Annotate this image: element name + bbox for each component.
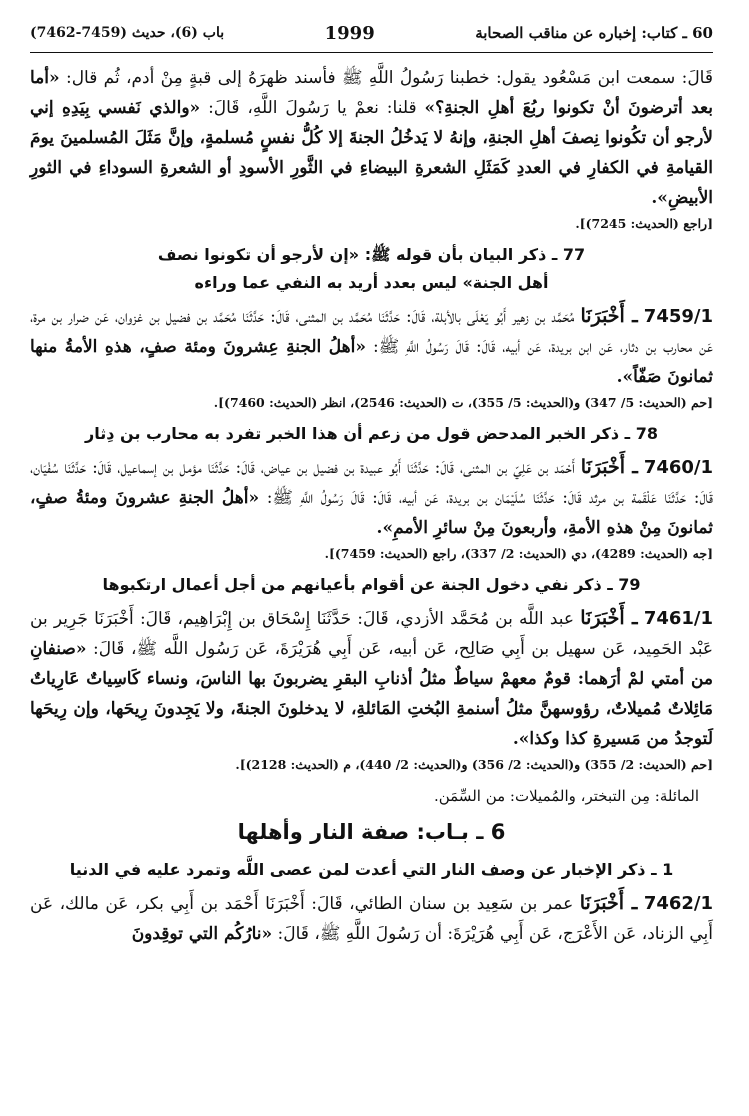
akhbarana-word: ـ أَخْبَرَنَا (580, 607, 638, 629)
prophetic-quote: «صنفانِ من أمتي لمْ أرَهما: قومٌ معهمْ سياطٌ مثلُ أذنابِ البقرِ يضربونَ بها الناسَ، ونساء كَاسِياتٌ عَارِياتٌ مَائِلاتٌ مُميلاتٌ، رؤوسهنَّ مثلُ أسنمةِ البُختِ المَائلةِ، لا يدخلونَ الجنةَ، ولا يَجِدونَ رِيحَها، وإن رِيحَها لَتوجدُ من مَسيرةِ كذا وكذا». (30, 639, 713, 749)
page-number: 1999 (324, 22, 375, 44)
header-chapter-ref: باب (6)، حديث (7459-7462) (30, 25, 225, 41)
hadith-7460 (30, 452, 713, 543)
prophetic-quote: «والذي نَفسي بِيَدِهِ إني لأرجو أن تكُونوا نِصفَ أهلِ الجنةِ، وإنهُ لا يَدخُلُ الجنةَ إلا كُلُّ نفسٍ مُسلمةٍ، وإنَّ مَثَلَ المُسلمينَ يومَ القيامةِ في الكفارِ في العددِ كَمَثَلِ الشعرةِ البيضاءِ في الثَّورِ الأسودِ أو الشعرةِ السوداءِ في الثورِ الأبيضِ». (30, 98, 713, 208)
hadith-7461 (30, 603, 713, 754)
hadith-number: 7462/1 (643, 893, 714, 914)
section-title-line: أهل الجنة» ليس بعدد أريد به النفي عما وراءه (194, 273, 549, 292)
section-heading (30, 241, 713, 297)
running-header (30, 0, 713, 50)
hadith-text: مُحَمَّد بن زهير أَبُو يَعْلَى بالأبلة، قَالَ: حَدَّثَنَا مُحَمَّد بن المثنى، قَالَ: حَدَّثَنَا مُحَمَّد بن فضيل بن غزوان، عَن ضرار بن مرة، عَن محارب بن دثار، عَن ابن بريدة، عَن أبيه، قَالَ: قَالَ رَسُولُ اللَّهِ ﷺ: (30, 307, 714, 357)
akhbarana-word: ـ أَخْبَرَنَا (580, 305, 638, 327)
hadith-number: 7461/1 (643, 608, 714, 629)
akhbarana-word: ـ أَخْبَرَنَا (580, 456, 638, 478)
header-book-title: 60 ـ كتاب: إخباره عن مناقب الصحابة (475, 24, 713, 42)
hadith-7462 (30, 888, 713, 949)
hadith-7459 (30, 301, 713, 392)
hadith-text: عبد اللَّه بن مُحَمَّد الأزدي، قَالَ: حَدَّثَنَا إِسْحَاق بن إِبْرَاهِيم، قَالَ: أَخْبَرَنَا جَرِير بن عَبْد الحَمِيد، عَن سهيل بن أَبِي صَالِح، عَن أبيه، عَن أَبِي هُرَيْرَةَ، عَن رَسُول اللَّه ﷺ، قَالَ: (30, 609, 713, 659)
hadith-text: قَالَ: سمعت ابن مَسْعُود يقول: خطبنا رَسُولُ اللَّهِ ﷺ فأسند ظهرَهُ إلى قبةٍ مِنْ أدم، ثُم قال: (59, 68, 713, 88)
hadith-continuation (30, 63, 713, 213)
section-heading: 79 ـ ذكر نفي دخول الجنة عن أقوام بأعيانهم من أجل أعمال ارتكبوها (102, 575, 641, 594)
section-title-line: 77 ـ ذكر البيان بأن قوله ﷺ: «إن لأرجو أن تكونوا نصف (157, 245, 586, 264)
hadith-text: عمر بن سَعِيد بن سنان الطائي، قَالَ: أَخْبَرَنَا أَحْمَد بن أَبِي بكر، عَن مالك، عَن أَبِي الزناد، عَن الأَعْرَج، عَن أَبِي هُرَيْرَةَ: أن رَسُولَ اللَّهِ ﷺ، قَالَ: (30, 894, 713, 944)
prophetic-quote: «أما بعد أترضونَ أنْ تكونوا ربُعَ أهلِ الجنةِ؟» (30, 68, 713, 118)
hadith-reference: [حم (الحديث: 2/ 355) و(الحديث: 2/ 356) و(الحديث: 2/ 440)، م (الحديث: 2128)]. (235, 757, 713, 772)
prophetic-quote: «أهلُ الجنةِ عشرونَ ومئةُ صفٍ، ثمانونَ مِنْ هذهِ الأمةِ، وأربعونَ مِنْ سائرِ الأممِ». (30, 488, 713, 538)
hadith-number: 7460/1 (643, 457, 714, 478)
chapter-heading: 6 ـ بـاب: صفة النار وأهلها (237, 820, 506, 844)
explanatory-note: المائلة: مِن التبختر، والمُميلات: من السِّمَن. (433, 787, 699, 805)
section-heading: 1 ـ ذكر الإخبار عن وصف النار التي أعدت لمن عصى اللَّه وتمرد عليه في الدنيا (69, 860, 674, 879)
section-heading: 78 ـ ذكر الخبر المدحض قول من زعم أن هذا الخبر تفرد به محارب بن دِثار (85, 424, 658, 443)
hadith-reference: [حم (الحديث: 5/ 347) و(الحديث: 5/ 355)، ت (الحديث: 2546)، انظر (الحديث: 7460)]. (213, 395, 713, 410)
hadith-reference: [جه (الحديث: 4289)، دي (الحديث: 2/ 337)، راجع (الحديث: 7459)]. (324, 546, 713, 561)
header-rule (30, 52, 713, 53)
prophetic-quote: «نارُكُم التي توقِدونَ (131, 924, 273, 944)
hadith-text: أَحْمَد بن عَلِيّ بن المثنى، قَالَ: حَدَّثَنَا أَبُو عبيدة بن فضيل بن عياض، قَالَ: حَدَّثَنَا مؤمل بن إسماعيل، قَالَ: حَدَّثَنَا سُفْيَان، قَالَ: حَدَّثَنَا عَلْقَمة بن مرثد قَالَ: حَدَّثَنَا سُلَيْمَان بن بريدة، عَن أبيه، قَالَ: قَالَ رَسُولُ اللَّهِ ﷺ: (30, 458, 713, 508)
hadith-number: 7459/1 (643, 306, 713, 327)
hadith-reference: [راجع (الحديث: 7245)]. (575, 216, 713, 231)
hadith-text: قلنا: نعمْ يا رَسُولَ اللَّهِ، قَالَ: (200, 98, 425, 118)
prophetic-quote: «أهلُ الجنةِ عِشرونَ ومئة صفٍ، هذهِ الأمةُ منها ثمانونَ صَفّاً». (30, 337, 713, 387)
akhbarana-word: ـ أَخْبَرَنَا (579, 892, 638, 914)
